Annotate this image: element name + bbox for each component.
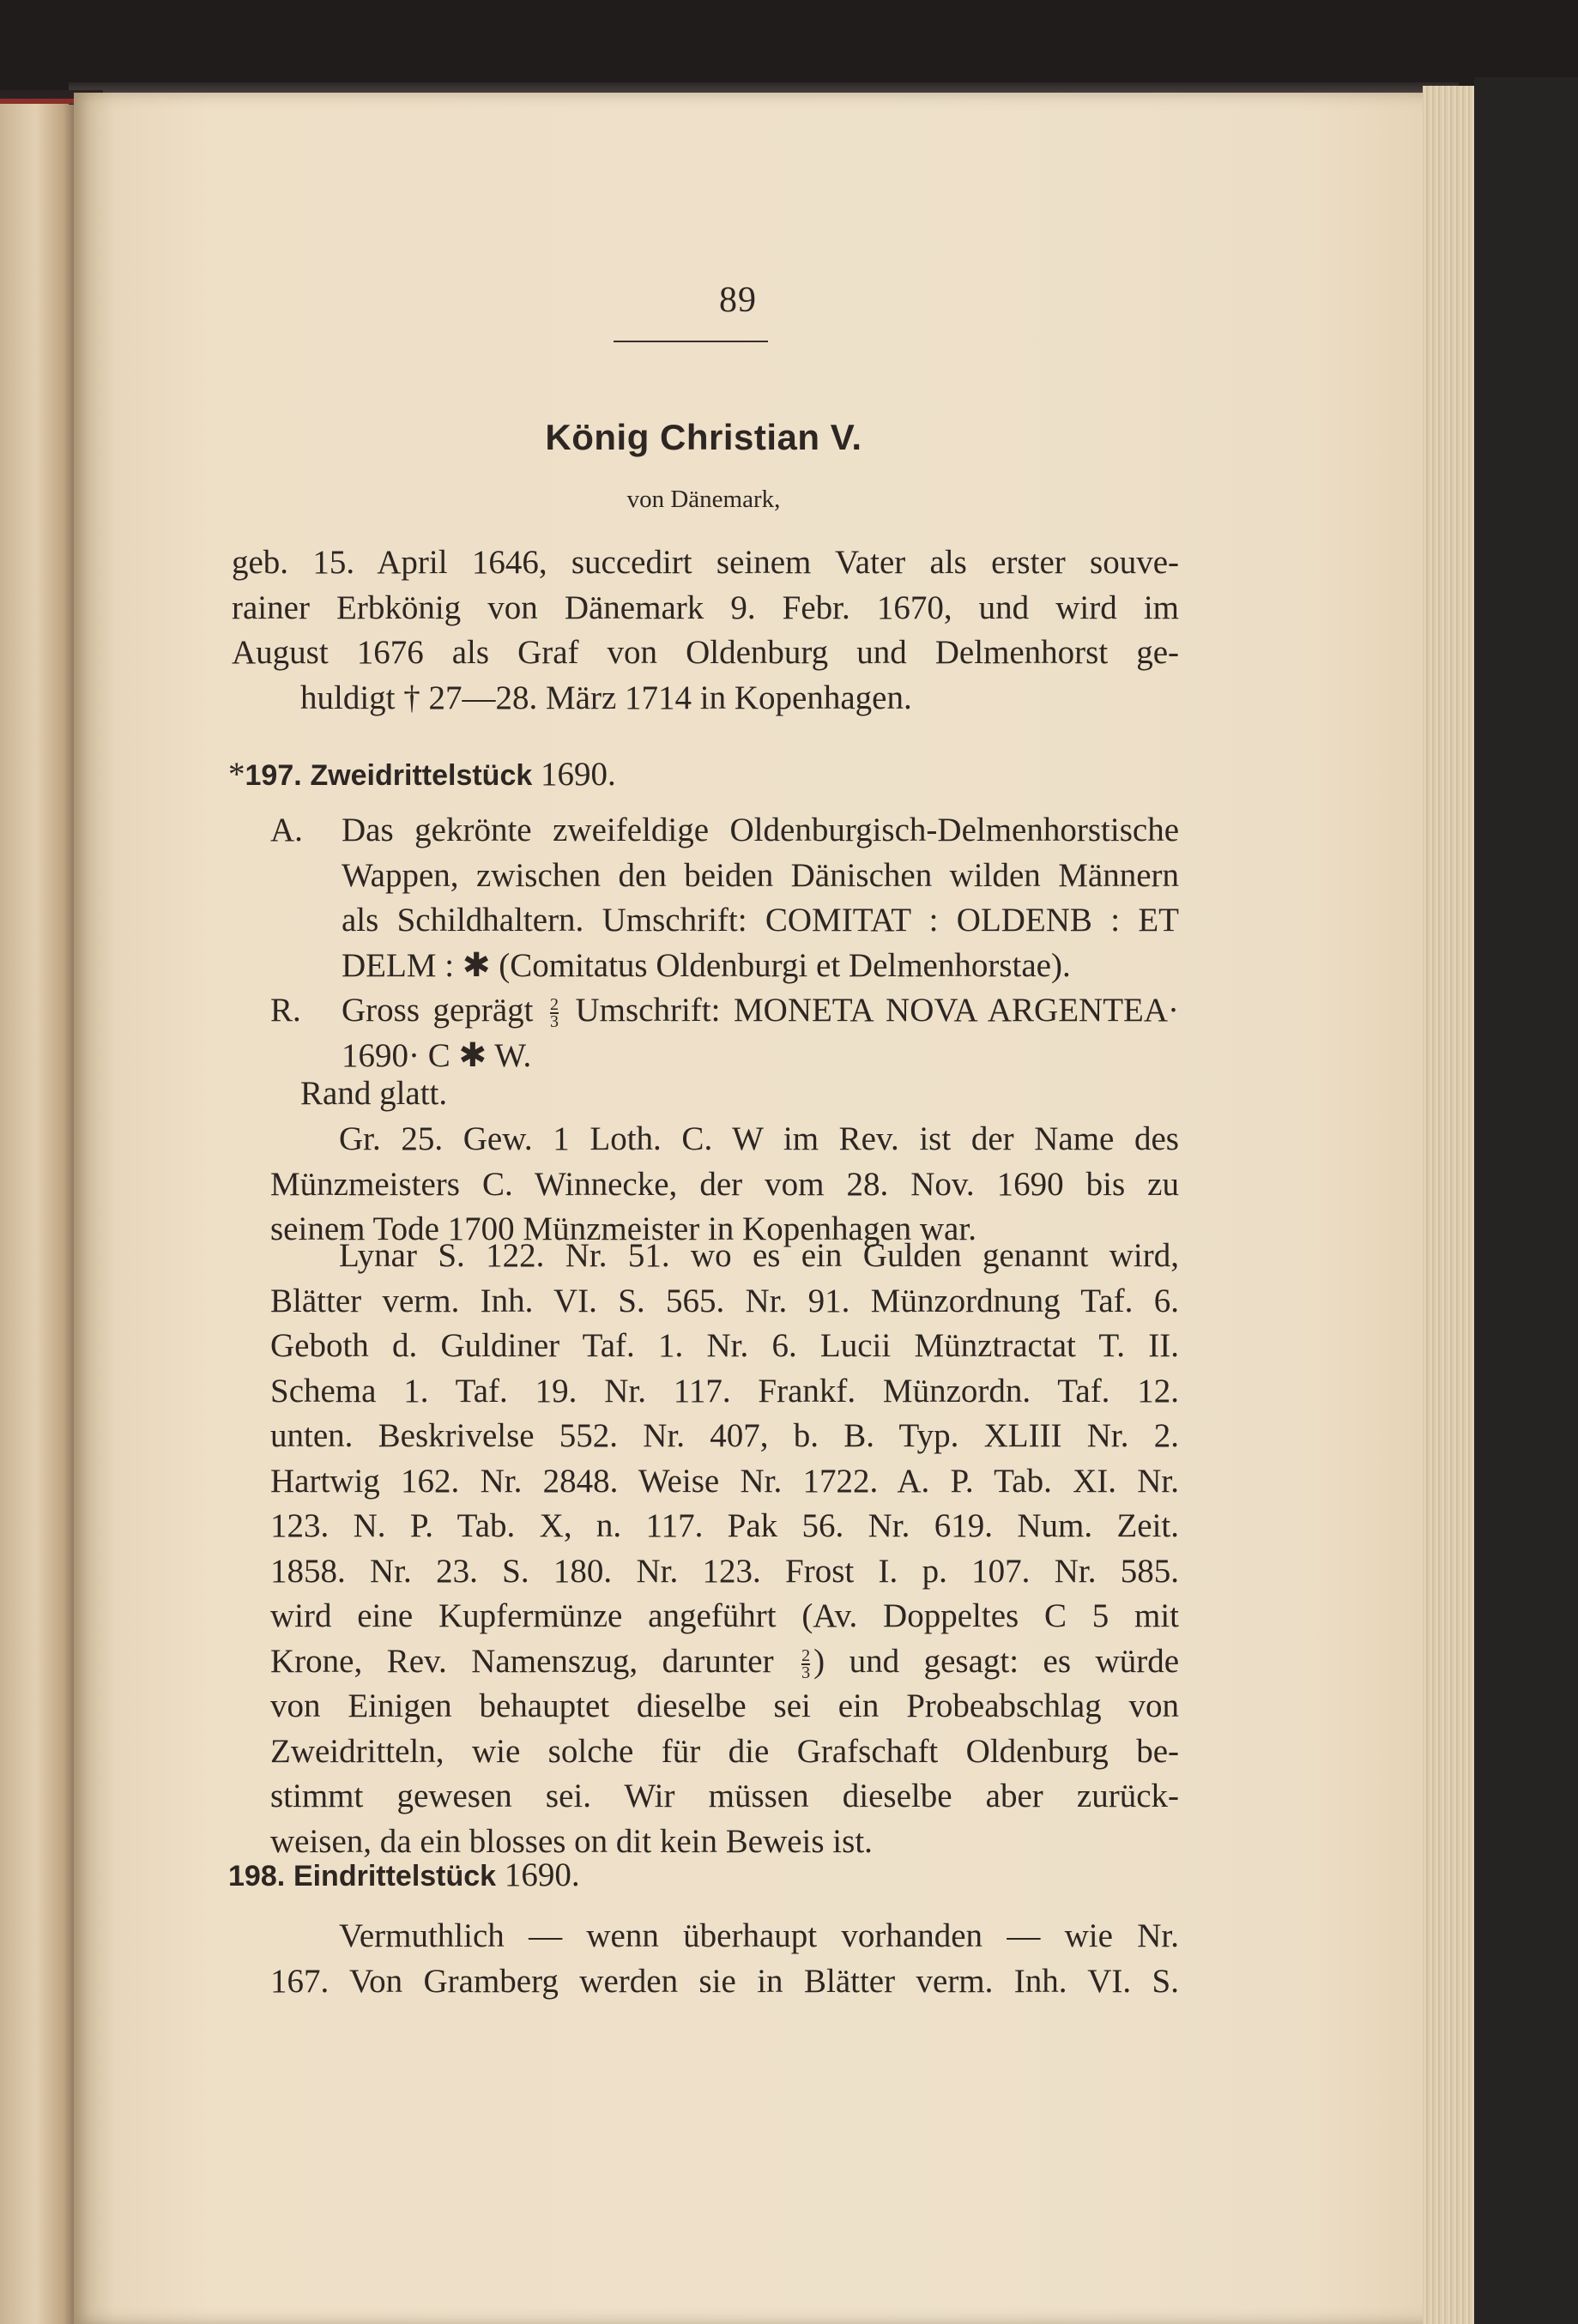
entry-name: Zweidrittelstück <box>310 759 533 792</box>
literature-line: wird eine Kupfermünze angeführt (Av. Doppeltes C 5 mit <box>270 1597 1179 1634</box>
literature-line: Hartwig 162. Nr. 2848. Weise Nr. 1722. A. P. Tab. XI. Nr. <box>270 1462 1179 1500</box>
literature-line: von Einigen behauptet dieselbe sei ein Probeabschlag von <box>270 1687 1179 1724</box>
notes-paragraph <box>270 1117 1179 1253</box>
entry-year: 1690. <box>504 1856 580 1893</box>
biography-paragraph <box>232 540 1179 721</box>
entry-marker: * <box>228 756 245 793</box>
fraction-denominator: 3 <box>549 1012 559 1032</box>
fraction-numerator: 2 <box>801 1645 811 1665</box>
reverse-description <box>342 988 1179 1078</box>
fraction-numerator: 2 <box>549 995 559 1015</box>
literature-line: unten. Beskrivelse 552. Nr. 407, b. B. Typ. XLIII Nr. 2. <box>270 1417 1179 1454</box>
entry-198-heading <box>228 1853 1001 1898</box>
literature-line: Zweidritteln, wie solche für die Grafschaft Oldenburg be- <box>270 1732 1179 1770</box>
note-line: seinem Tode 1700 Münzmeister in Kopenhagen war. <box>270 1210 976 1247</box>
bio-line: huldigt † 27—28. März 1714 in Kopenhagen. <box>300 679 912 716</box>
page-number-rule <box>614 341 768 342</box>
obverse-line: als Schildhaltern. Umschrift: COMITAT : OLDENB : ET <box>342 902 1179 939</box>
literature-line: weisen, da ein blosses on dit kein Beweis ist. <box>270 1822 873 1860</box>
obverse-line: DELM : ✱ (Comitatus Oldenburgi et Delmenhorstae). <box>342 946 1071 984</box>
entry-number: 198. <box>228 1860 286 1892</box>
entry-name: Eindrittelstück <box>293 1860 497 1892</box>
literature-text: ) und gesagt: es würde <box>813 1642 1180 1680</box>
obverse-line: Wappen, zwischen den beiden Dänischen wilden Männern <box>342 856 1179 894</box>
obverse-description <box>342 808 1179 988</box>
entry-198-paragraph <box>270 1914 1179 2004</box>
page-content <box>228 0 1180 2324</box>
literature-paragraph <box>270 1234 1179 1864</box>
entry-198-line: 167. Von Gramberg werden sie in Blätter verm. Inh. VI. S. <box>270 1962 1179 2000</box>
literature-line: 1858. Nr. 23. S. 180. Nr. 123. Frost I. p. 107. Nr. 585. <box>270 1552 1179 1590</box>
back-cover <box>1474 77 1578 2324</box>
obverse-label: A. <box>270 812 303 848</box>
note-line: Münzmeisters C. Winnecke, der vom 28. Nov. 1690 bis zu <box>270 1165 1179 1203</box>
literature-line: Lynar S. 122. Nr. 51. wo es ein Gulden genannt wird, <box>339 1237 1179 1274</box>
literature-line: stimmt gewesen sei. Wir müssen dieselbe aber zurück- <box>270 1778 1179 1814</box>
left-page-edge <box>0 90 79 2324</box>
reverse-text: Gross geprägt <box>342 992 534 1029</box>
reverse-line <box>342 988 1179 1034</box>
literature-line: Schema 1. Taf. 19. Nr. 117. Frankf. Münzordn. Taf. 12. <box>270 1372 1179 1409</box>
section-subtitle: von Dänemark, <box>626 486 781 513</box>
bio-line: geb. 15. April 1646, succedirt seinem Vater als erster souve- <box>232 544 1179 581</box>
edge-note: Rand glatt. <box>300 1075 448 1112</box>
fraction <box>801 1645 811 1682</box>
literature-line: Geboth d. Guldiner Taf. 1. Nr. 6. Lucii Münztractat T. II. <box>270 1327 1179 1364</box>
literature-text: Krone, Rev. Namenszug, darunter <box>270 1642 774 1680</box>
fraction <box>549 995 559 1032</box>
literature-line <box>270 1639 1179 1685</box>
literature-line: Blätter verm. Inh. VI. S. 565. Nr. 91. Münzordnung Taf. 6. <box>270 1282 1179 1319</box>
section-title: König Christian V. <box>545 417 862 457</box>
reverse-line: 1690· C ✱ W. <box>342 1036 532 1074</box>
note-line: Gr. 25. Gew. 1 Loth. C. W im Rev. ist der Name des <box>339 1120 1179 1157</box>
entry-number: 197. <box>245 759 302 792</box>
reverse-text: Umschrift: MONETA NOVA ARGENTEA· <box>575 992 1180 1029</box>
page-stack-edge <box>1423 86 1474 2324</box>
obverse-line: Das gekrönte zweifeldige Oldenburgisch-Delmenhorstische <box>342 812 1179 848</box>
bio-line: August 1676 als Graf von Oldenburg und Delmenhorst ge- <box>232 634 1179 671</box>
entry-198-line: Vermuthlich — wenn überhaupt vorhanden — wie Nr. <box>339 1917 1179 1954</box>
entry-197-heading <box>228 752 1001 798</box>
bio-line: rainer Erbkönig von Dänemark 9. Febr. 1670, und wird im <box>232 589 1179 626</box>
literature-line: 123. N. P. Tab. X, n. 117. Pak 56. Nr. 619. Num. Zeit. <box>270 1507 1179 1544</box>
page-number: 89 <box>719 281 757 320</box>
fraction-denominator: 3 <box>801 1663 811 1682</box>
entry-year: 1690. <box>541 756 616 793</box>
reverse-label: R. <box>270 992 301 1029</box>
